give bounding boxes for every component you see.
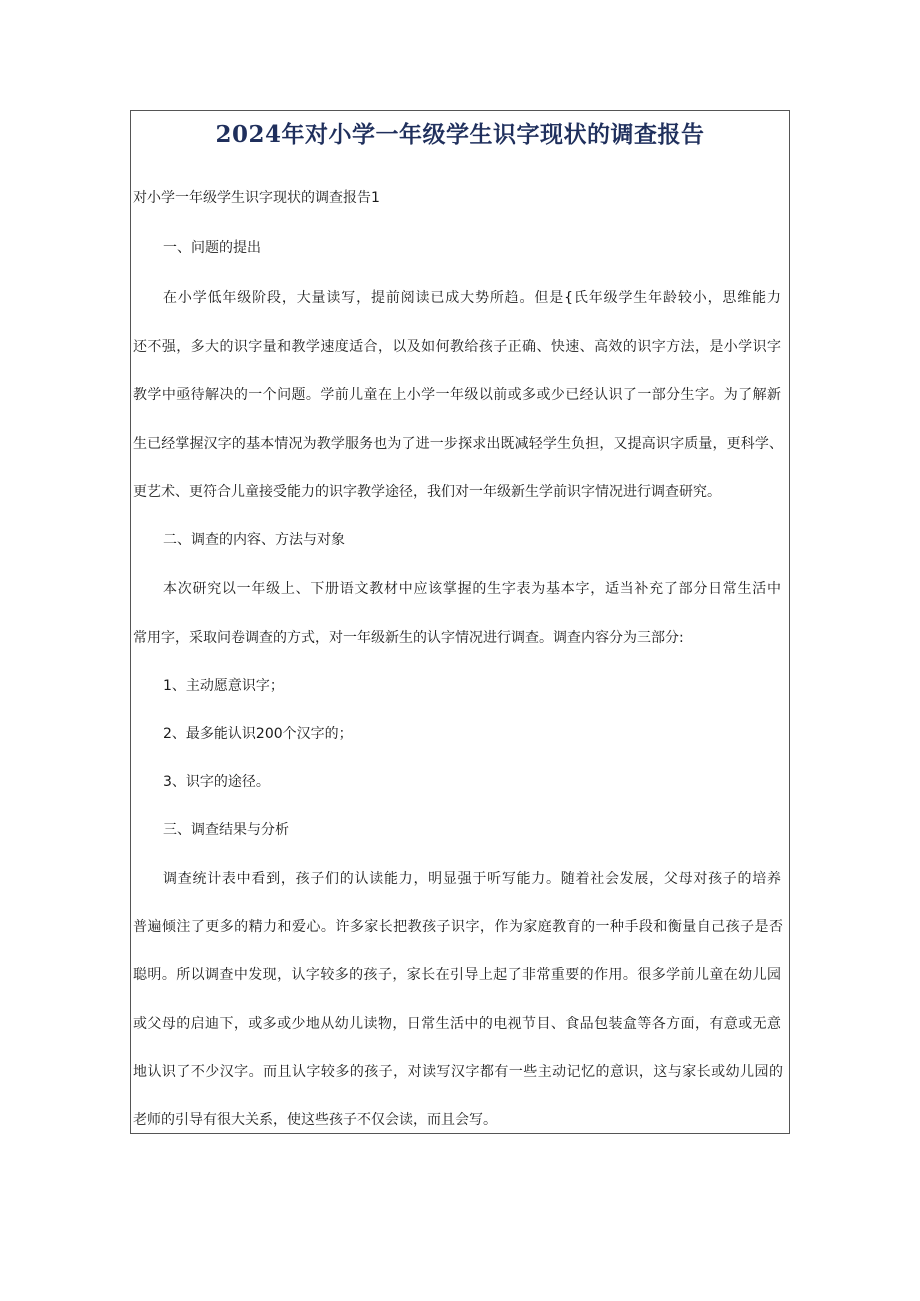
list-item-1: 1、主动愿意识字；: [163, 678, 284, 694]
paragraph-1-line-4: 生已经掌握汉字的基本情况为教学服务也为了进一步探求出既减轻学生负担，又提高识字质量，更科学、: [133, 436, 783, 452]
paragraph-2-line-1: 本次研究以一年级上、下册语文教材中应该掌握的生字表为基本字，适当补充了部分日常生活中: [163, 581, 781, 597]
paragraph-1-line-5: 更艺术、更符合儿童接受能力的识字教学途径，我们对一年级新生学前识字情况进行调查研究。: [133, 484, 721, 500]
list-item-2: 2、最多能认识200个汉字的；: [163, 726, 353, 742]
paragraph-3-line-6: 老师的引导有很大关系，使这些孩子不仅会读，而且会写。: [133, 1112, 497, 1128]
paragraph-1-line-3: 教学中亟待解决的一个问题。学前儿童在上小学一年级以前或多或少已经认识了一部分生字。为了解新: [133, 387, 781, 403]
paragraph-3-line-3: 聪明。所以调查中发现，认字较多的孩子，家长在引导上起了非常重要的作用。很多学前儿童在幼儿园: [133, 967, 781, 983]
paragraph-1-line-2: 还不强，多大的识字量和教学速度适合，以及如何教给孩子正确、快速、高效的识字方法，是小学识字: [133, 339, 781, 355]
list-item-3: 3、识字的途径。: [163, 774, 270, 790]
paragraph-3-line-1: 调查统计表中看到，孩子们的认读能力，明显强于听写能力。随着社会发展，父母对孩子的培养: [163, 871, 781, 887]
paragraph-1-line-1: 在小学低年级阶段，大量读写，提前阅读已成大势所趋。但是{氏年级学生年龄较小，思维能力: [163, 290, 781, 306]
paragraph-3-line-5: 地认识了不少汉字。而且认字较多的孩子，对读写汉字都有一些主动记忆的意识，这与家长或幼儿园的: [133, 1064, 783, 1080]
document-title: 2024年对小学一年级学生识字现状的调查报告: [215, 121, 705, 148]
paragraph-3-line-4: 或父母的启迪下，或多或少地从幼儿读物，日常生活中的电视节目、食品包装盒等各方面，有意或无意: [133, 1016, 781, 1032]
paragraph-2-line-2: 常用字，采取问卷调查的方式，对一年级新生的认字情况进行调查。调查内容分为三部分:: [133, 630, 684, 646]
report-subtitle: 对小学一年级学生识字现状的调查报告1: [133, 190, 380, 206]
section-heading-1: 一、问题的提出: [163, 240, 261, 256]
section-heading-3: 三、调查结果与分析: [163, 822, 289, 838]
section-heading-2: 二、调查的内容、方法与对象: [163, 532, 345, 548]
paragraph-3-line-2: 普遍倾注了更多的精力和爱心。许多家长把教孩子识字，作为家庭教育的一种手段和衡量自己孩子是否: [133, 919, 783, 935]
